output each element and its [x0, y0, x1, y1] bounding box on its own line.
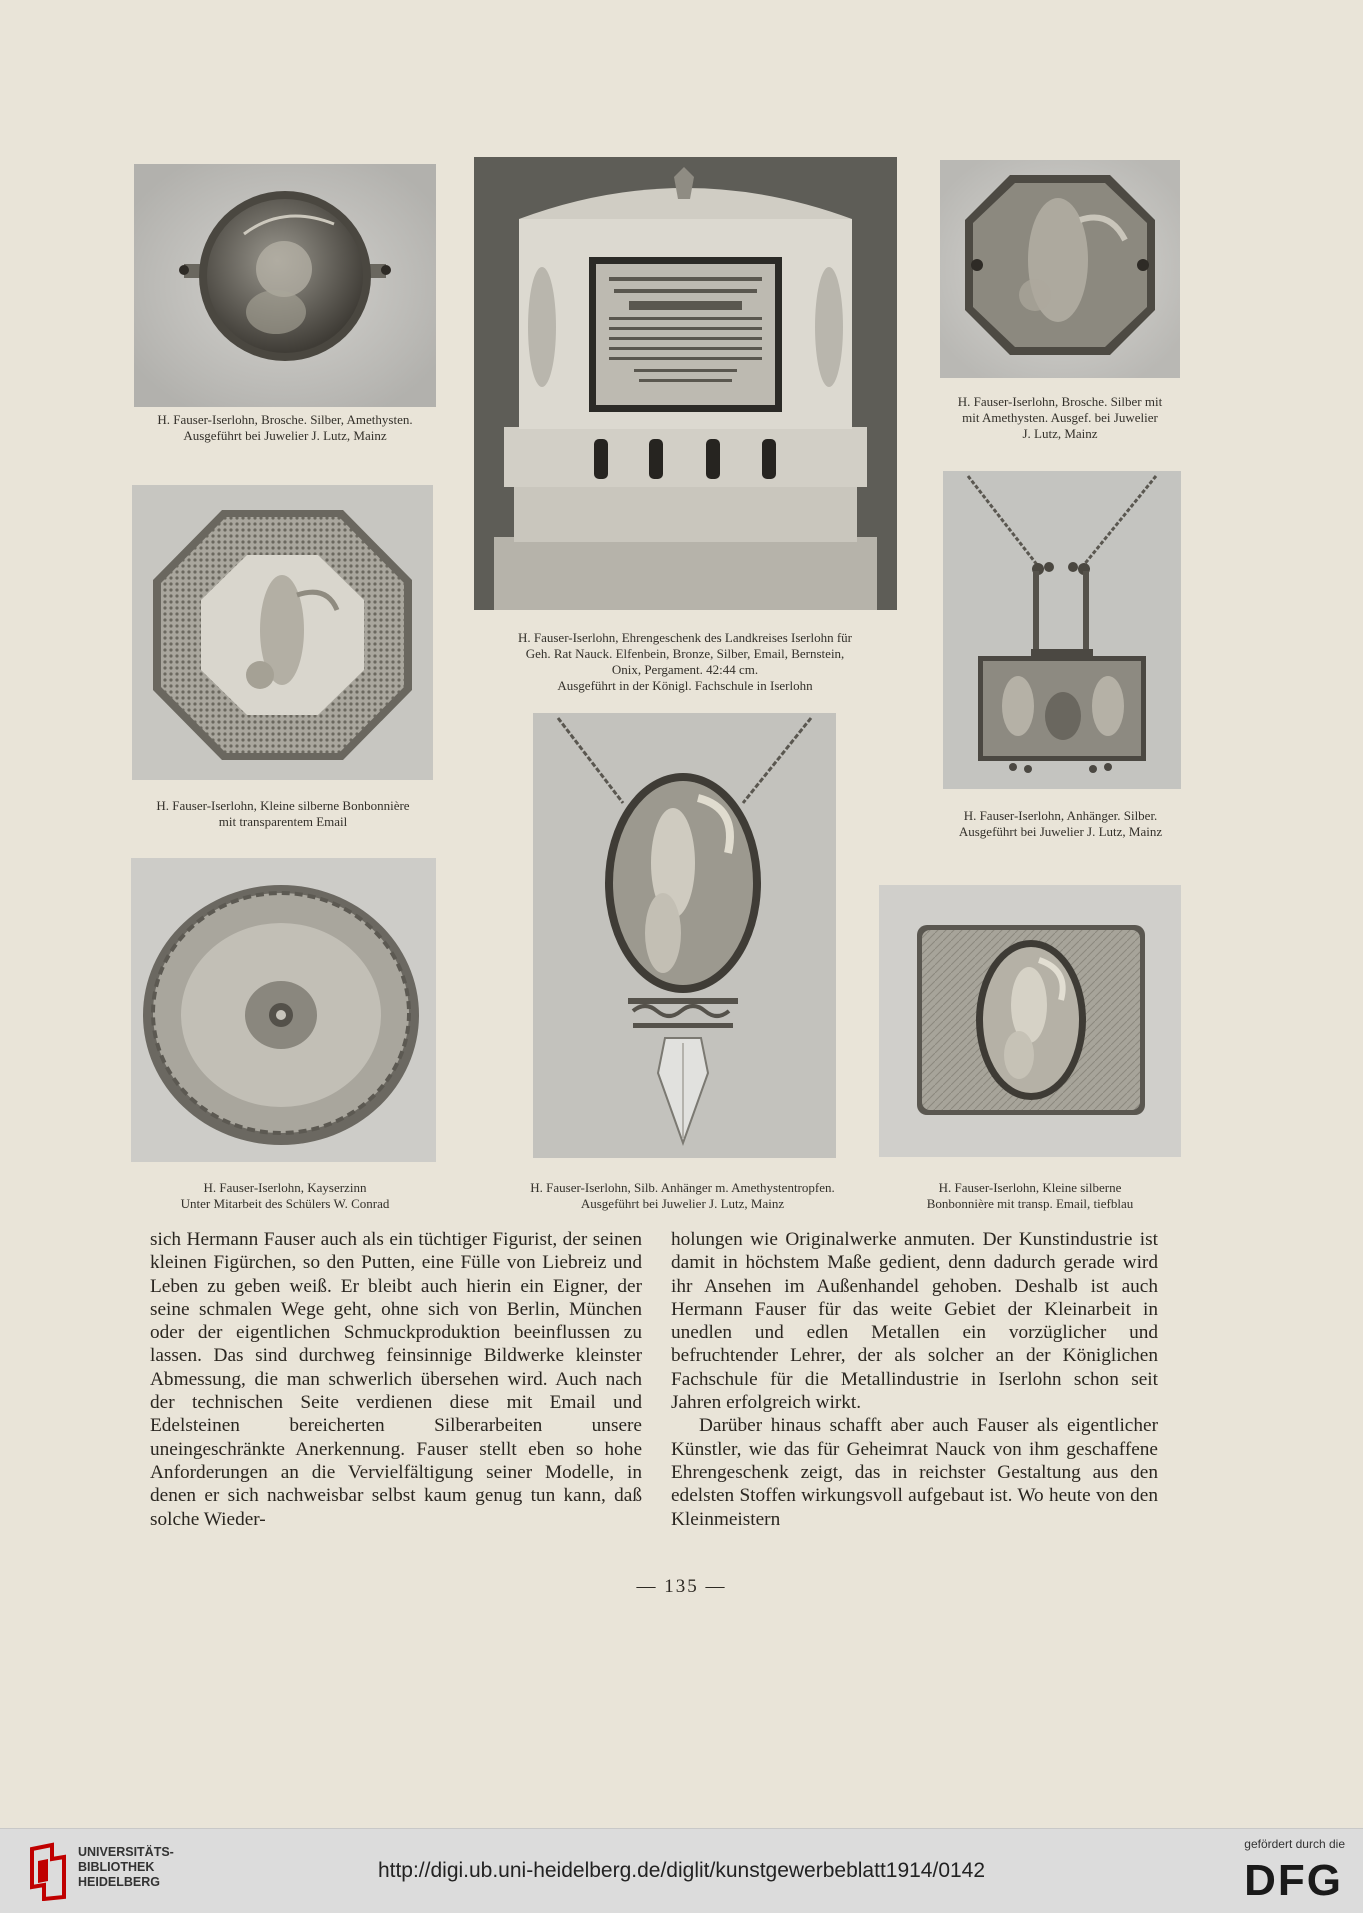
caption-line: H. Fauser-Iserlohn, Brosche. Silber mit — [957, 394, 1163, 409]
caption-line: Ausgeführt in der Königl. Fachschule in Iserlohn — [557, 678, 813, 693]
caption-line: Bonbonnière mit transp. Email, tiefblau — [926, 1196, 1134, 1211]
bonbonniere-octagonal-image — [132, 485, 433, 780]
pendant-putti-image — [943, 471, 1181, 789]
funder-label: gefördert durch die — [1244, 1837, 1345, 1851]
bonbonniere-rectangular-image — [879, 885, 1181, 1157]
caption-bonbonniere-octagonal — [108, 798, 458, 830]
ehrengeschenk-image — [474, 157, 897, 610]
caption-brooch-octagonal — [915, 394, 1205, 442]
caption-pendant-amethyst — [465, 1180, 900, 1212]
figure-brooch-octagonal — [940, 160, 1180, 378]
page-number: — 135 — — [636, 1576, 727, 1597]
body-paragraph: holungen wie Originalwerke anmuten. Der Kunstindustrie ist damit in höchstem Maße gedient, denn dadurch gerade wird ihr Ansehen im Außenhandel gehoben. Deshalb ist auch Hermann Fauser für das weite Gebiet der Kleinarbeit in unedlen und edlen Metallen ein vorzüglicher und befruchtender Lehrer, der als solcher an der Königlichen Fachschule für die Metallindustrie in Iserlohn schon seit Jahren erfolgreich wirkt. — [671, 1229, 1158, 1414]
caption-line: Ausgeführt bei Juwelier J. Lutz, Mainz — [958, 824, 1163, 839]
caption-line: H. Fauser-Iserlohn, Ehrengeschenk des Landkreises Iserlohn für — [517, 630, 853, 645]
library-name-line: UNIVERSITÄTS- — [78, 1845, 174, 1859]
library-name-line: BIBLIOTHEK — [78, 1860, 155, 1874]
caption-kayserzinn-plate — [110, 1180, 460, 1212]
body-column-left — [150, 1228, 642, 1531]
caption-line: Unter Mitarbeit des Schülers W. Conrad — [180, 1196, 390, 1211]
figure-bonbonniere-octagonal — [132, 485, 433, 780]
body-paragraph: sich Hermann Fauser auch als ein tüchtiger Figurist, der seinen kleinen Figürchen, so den Putten, eine Fülle von Liebreiz und Leben zu geben weiß. Er bleibt auch hierin ein Eigner, der seine schmalen Wege geht, ohne sich von Berlin, München oder der eigentlichen Schmuckproduktion beeinflussen zu lassen. Das sind durchweg feinsinnige Bildwerke kleinster Abmessung, die man schwerlich übersehen wird. Auch nach der technischen Seite verdienen diese mit Email und Edelsteinen bereicherten Silberarbeiten unsere uneingeschränkte Anerkennung. Fauser stellt eben so hohe Anforderungen an die Vervielfältigung seiner Modelle, in denen er sich nachweisbar selbst kaum genug tun kann, daß solche Wieder- — [150, 1229, 642, 1530]
body-paragraph: Darüber hinaus schafft aber auch Fauser als eigentlicher Künstler, wie das für Geheimrat Nauck von ihm geschaffene Ehrengeschenk zeigt, das in reichster Gestaltung aus den edelsten Stoffen wirkungsvoll aufgebaut ist. Wo heute von den Kleinmeistern — [671, 1415, 1158, 1530]
caption-line: Onix, Pergament. 42:44 cm. — [611, 662, 759, 677]
figure-bonbonniere-rectangular — [879, 885, 1181, 1157]
caption-ehrengeschenk — [455, 630, 915, 694]
caption-line: H. Fauser-Iserlohn, Brosche. Silber, Amethysten. — [157, 412, 413, 427]
caption-line: H. Fauser-Iserlohn, Kayserzinn — [203, 1180, 367, 1195]
caption-line: H. Fauser-Iserlohn, Silb. Anhänger m. Amethystentropfen. — [530, 1180, 835, 1195]
caption-line: H. Fauser-Iserlohn, Kleine silberne Bonbonnière — [156, 798, 410, 813]
dfg-logo: DFG — [1244, 1856, 1343, 1905]
kayserzinn-plate-image — [131, 858, 436, 1162]
caption-line: mit transparentem Email — [218, 814, 348, 829]
figure-brooch-archer — [134, 164, 436, 407]
caption-line: Ausgeführt bei Juwelier J. Lutz, Mainz — [580, 1196, 785, 1211]
caption-line: H. Fauser-Iserlohn, Kleine silberne — [938, 1180, 1122, 1195]
brooch-octagonal-image — [940, 160, 1180, 378]
caption-line: Ausgeführt bei Juwelier J. Lutz, Mainz — [183, 428, 387, 443]
brooch-archer-image — [134, 164, 436, 407]
body-column-right — [671, 1228, 1158, 1531]
pendant-amethyst-image — [533, 713, 836, 1158]
library-name-line: HEIDELBERG — [78, 1875, 160, 1889]
caption-pendant-putti — [918, 808, 1203, 840]
caption-line: H. Fauser-Iserlohn, Anhänger. Silber. — [963, 808, 1158, 823]
caption-brooch-archer — [110, 412, 460, 444]
figure-ehrengeschenk — [474, 157, 897, 610]
caption-bonbonniere-rectangular — [880, 1180, 1180, 1212]
figure-kayserzinn-plate — [131, 858, 436, 1162]
caption-line: J. Lutz, Mainz — [1022, 426, 1098, 441]
figure-pendant-putti — [943, 471, 1181, 789]
source-url-link[interactable]: http://digi.ub.uni-heidelberg.de/diglit/kunstgewerbeblatt1914/0142 — [377, 1859, 986, 1882]
figure-pendant-amethyst — [533, 713, 836, 1158]
caption-line: mit Amethysten. Ausgef. bei Juwelier — [962, 410, 1158, 425]
caption-line: Geh. Rat Nauck. Elfenbein, Bronze, Silber, Email, Bernstein, — [525, 646, 845, 661]
footer-bar — [0, 1828, 1363, 1913]
